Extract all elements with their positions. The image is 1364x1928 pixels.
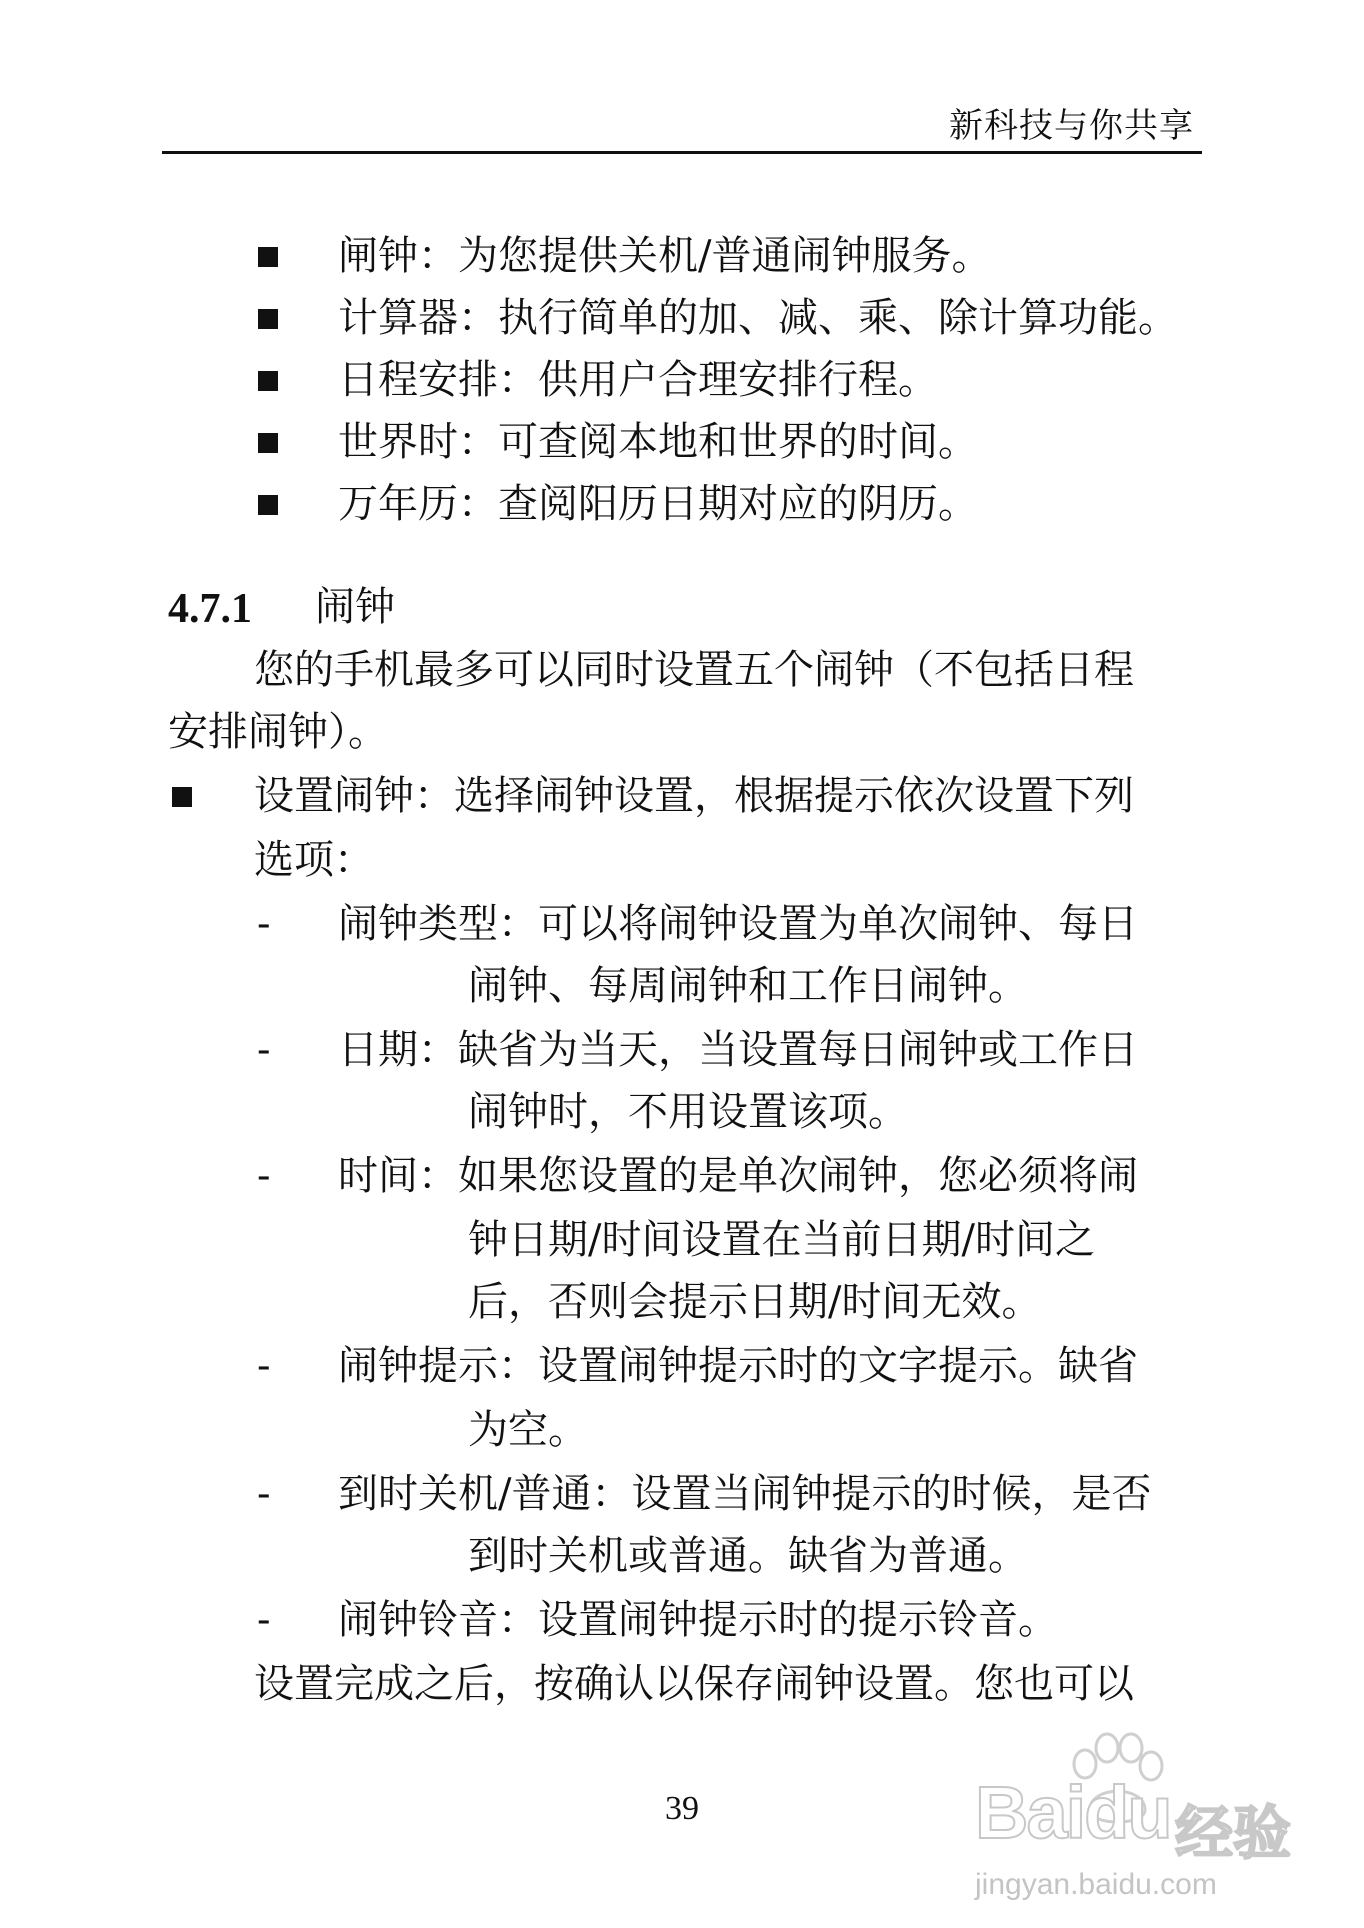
bullet-icon [172,787,192,807]
section-number: 4.7.1 [168,586,252,632]
feature-item-calendar: 万年历：查阅阳历日期对应的阴历。 [338,481,978,527]
watermark-brand: Baidu [975,1771,1171,1854]
option-prompt-line-1: 闹钟提示：设置闹钟提示时的文字提示。缺省 [338,1343,1138,1389]
option-time-line-3: 后，否则会提示日期/时间无效。 [468,1279,1042,1325]
intro-line-1: 您的手机最多可以同时设置五个闹钟（不包括日程 [254,647,1134,693]
dash-marker: - [257,1597,271,1643]
page-number: 39 [665,1790,699,1827]
bullet-icon [258,495,278,515]
dash-marker: - [257,1343,271,1389]
option-ringtone-line: 闹钟铃音：设置闹钟提示时的提示铃音。 [338,1597,1058,1643]
dash-marker: - [257,1153,271,1199]
setup-line-2: 选项： [254,837,374,883]
closing-line-1: 设置完成之后，按确认以保存闹钟设置。您也可以 [254,1661,1134,1707]
baidu-watermark [975,1730,1295,1910]
option-time-line-2: 钟日期/时间设置在当前日期/时间之 [468,1217,1095,1263]
option-time-line-1: 时间：如果您设置的是单次闹钟，您必须将闹 [338,1153,1138,1199]
setup-line-1: 设置闹钟：选择闹钟设置，根据提示依次设置下列 [254,773,1134,819]
running-header: 新科技与你共享 [949,106,1194,146]
option-mode-line-1: 到时关机/普通：设置当闹钟提示的时候，是否 [338,1471,1152,1517]
option-date-line-1: 日期：缺省为当天，当设置每日闹钟或工作日 [338,1027,1138,1073]
dash-marker: - [257,1471,271,1517]
feature-item-alarm: 闸钟：为您提供关机/普通闹钟服务。 [338,233,992,279]
bullet-icon [258,247,278,267]
watermark-url: jingyan.baidu.com [975,1868,1217,1901]
feature-item-calculator: 计算器：执行简单的加、减、乘、除计算功能。 [338,295,1178,341]
bullet-icon [258,309,278,329]
section-title: 闹钟 [315,584,395,630]
option-date-line-2: 闹钟时，不用设置该项。 [468,1089,908,1135]
feature-item-schedule: 日程安排：供用户合理安排行程。 [338,357,938,403]
bullet-icon [258,433,278,453]
intro-line-2: 安排闹钟）。 [168,709,388,755]
option-type-line-1: 闹钟类型：可以将闹钟设置为单次闹钟、每日 [338,901,1138,947]
feature-item-world-time: 世界时：可查阅本地和世界的时间。 [338,419,978,465]
dash-marker: - [257,901,271,947]
option-mode-line-2: 到时关机或普通。缺省为普通。 [468,1533,1028,1579]
dash-marker: - [257,1027,271,1073]
bullet-icon [258,371,278,391]
option-type-line-2: 闹钟、每周闹钟和工作日闹钟。 [468,963,1028,1009]
header-divider [162,151,1202,154]
watermark-brand-cn: 经验 [1175,1799,1292,1867]
option-prompt-line-2: 为空。 [468,1407,588,1453]
